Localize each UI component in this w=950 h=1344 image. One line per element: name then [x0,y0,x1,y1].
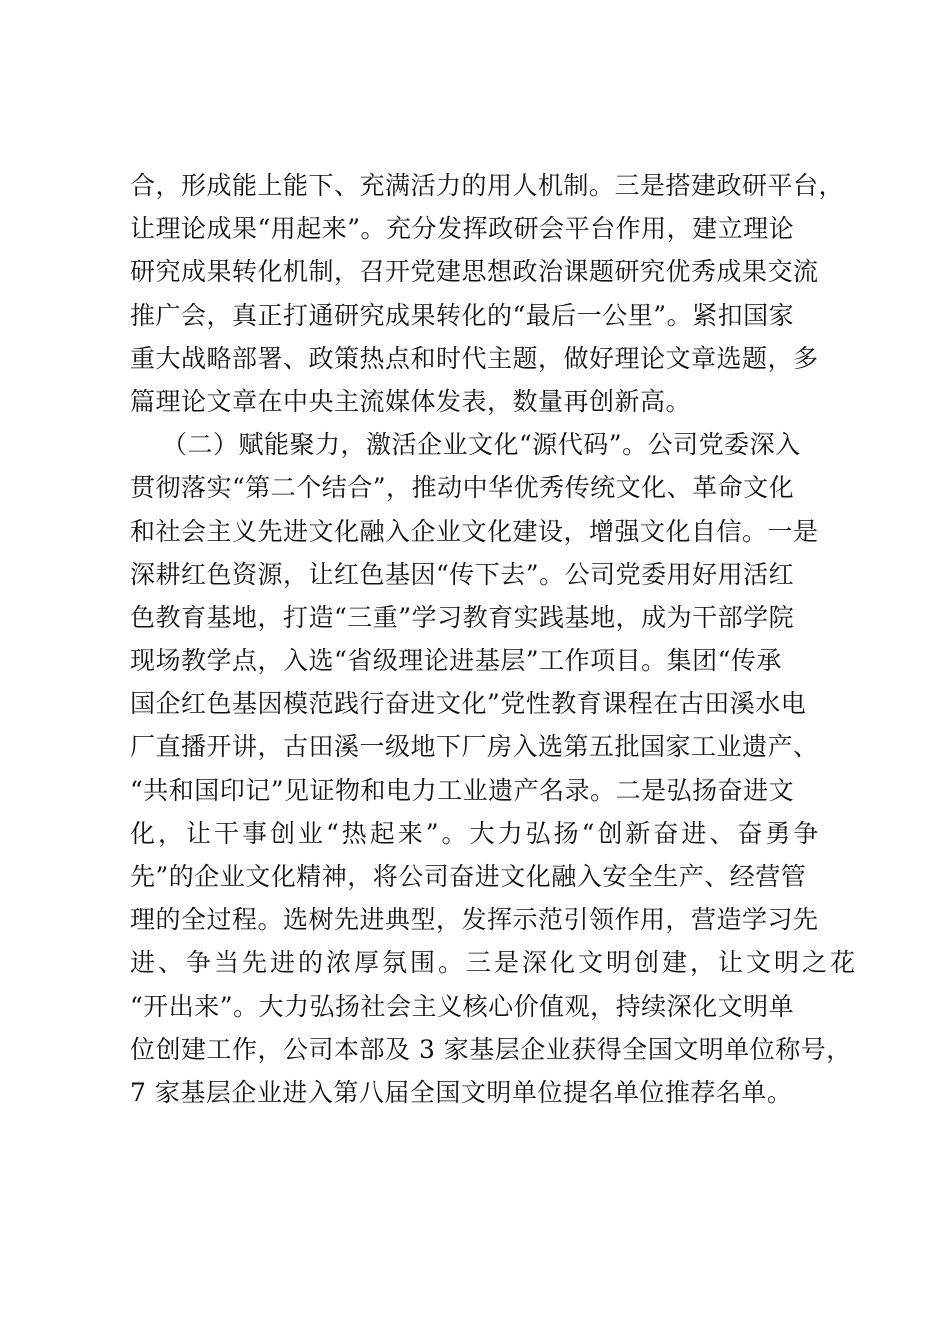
text-line: 合，形成能上能下、充满活力的用人机制。三是搭建政研平台， [130,171,845,200]
text-line: 和社会主义先进文化融入企业文化建设，增强文化自信。一是 [130,516,819,546]
text-line: 化，让干事创业“热起来”。大力弘扬“创新奋进、奋勇争 [130,818,822,848]
text-line: 7 家基层企业进入第八届全国文明单位提名单位推荐名单。 [130,1077,793,1107]
section-heading-line: （二）赋能聚力，激活企业文化“源代码”。公司党委深入 [162,430,801,460]
text-line: 厂直播开讲，古田溪一级地下厂房入选第五批国家工业遗产、 [130,732,819,762]
text-line: 位创建工作，公司本部及 3 家基层企业获得全国文明单位称号， [130,1034,852,1064]
text-line: 理的全过程。选树先进典型，发挥示范引领作用，营造学习先 [130,905,819,935]
body-text [130,164,859,1114]
text-line: 篇理论文章在中央主流媒体发表，数量再创新高。 [130,386,692,416]
text-line: “共和国印记”见证物和电力工业遗产名录。二是弘扬奋进文 [130,775,795,805]
text-line: “开出来”。大力弘扬社会主义核心价值观，持续深化文明单 [130,991,795,1021]
text-line: 色教育基地，打造“三重”学习教育实践基地，成为干部学院 [130,602,795,632]
text-line: 研究成果转化机制，召开党建思想政治课题研究优秀成果交流 [130,257,819,287]
text-line: 深耕红色资源，让红色基因“传下去”。公司党委用好用活红 [130,559,795,589]
text-line: 让理论成果“用起来”。充分发挥政研会平台作用，建立理论 [130,214,795,244]
text-line: 推广会，真正打通研究成果转化的“最后一公里”。紧扣国家 [130,300,795,330]
text-line: 国企红色基因模范践行奋进文化”党性教育课程在古田溪水电 [130,689,807,719]
text-line: 进、争当先进的浓厚氛围。三是深化文明创建，让文明之花 [130,948,859,978]
text-line: 现场教学点，入选“省级理论进基层”工作项目。集团“传承 [130,646,782,676]
text-line: 先”的企业文化精神，将公司奋进文化融入安全生产、经营管 [130,862,807,891]
text-line: 贯彻落实“第二个结合”，推动中华优秀传统文化、革命文化 [130,473,795,503]
text-line: 重大战略部署、政策热点和时代主题，做好理论文章选题，多 [130,343,819,373]
